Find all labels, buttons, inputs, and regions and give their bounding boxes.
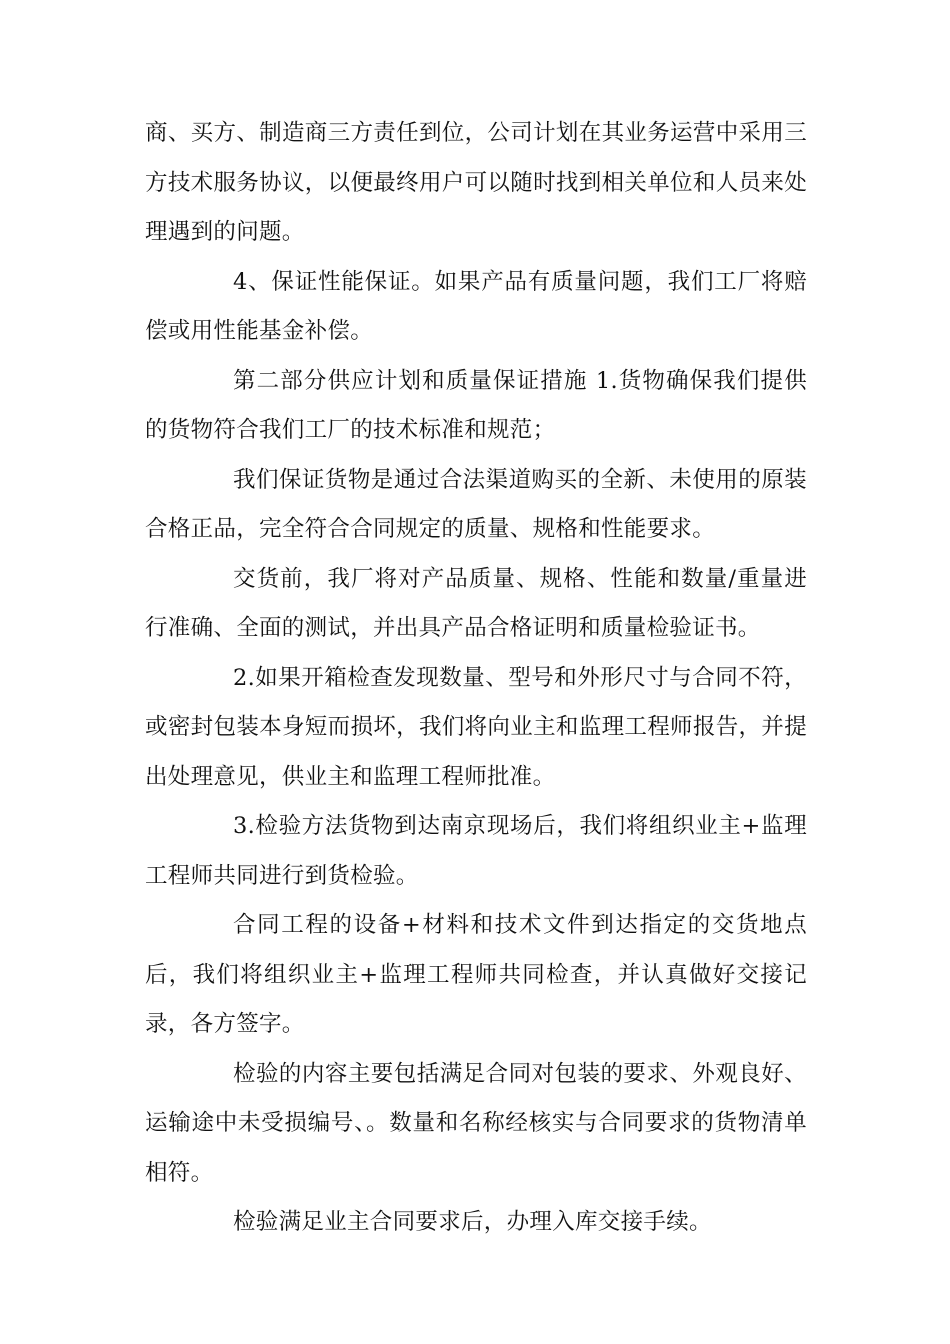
document-body	[145, 109, 807, 1248]
paragraph-performance-guarantee: 4、保证性能保证。如果产品有质量问题，我们工厂将赔偿或用性能基金补偿。	[145, 268, 807, 344]
paragraph-inspection-method: 3.检验方法货物到达南京现场后，我们将组织业主+监理工程师共同进行到货检验。	[145, 813, 807, 889]
paragraph-inspection-content: 检验的内容主要包括满足合同对包装的要求、外观良好、运输途中未受损编号、。数量和名称经核实与合同要求的货物清单相符。	[145, 1060, 807, 1186]
paragraph-responsibility: 商、买方、制造商三方责任到位，公司计划在其业务运营中采用三方技术服务协议，以便最终用户可以随时找到相关单位和人员来处理遇到的问题。	[145, 120, 807, 245]
paragraph-warehouse-handover: 检验满足业主合同要求后，办理入库交接手续。	[233, 1209, 712, 1235]
paragraph-joint-inspection: 合同工程的设备+材料和技术文件到达指定的交货地点后，我们将组织业主+监理工程师共同检查，并认真做好交接记录，各方签字。	[145, 912, 807, 1037]
paragraph-pre-delivery-test: 交货前，我厂将对产品质量、规格、性能和数量/重量进行准确、全面的测试，并出具产品合格证明和质量检验证书。	[145, 565, 807, 641]
paragraph-supply-plan: 第二部分供应计划和质量保证措施 1.货物确保我们提供的货物符合我们工厂的技术标准和规范；	[145, 367, 807, 443]
paragraph-goods-guarantee: 我们保证货物是通过合法渠道购买的全新、未使用的原装合格正品，完全符合合同规定的质量、规格和性能要求。	[145, 466, 807, 542]
paragraph-unpacking-inspection: 2.如果开箱检查发现数量、型号和外形尺寸与合同不符，或密封包装本身短而损坏，我们将向业主和监理工程师报告，并提出处理意见，供业主和监理工程师批准。	[145, 664, 807, 790]
